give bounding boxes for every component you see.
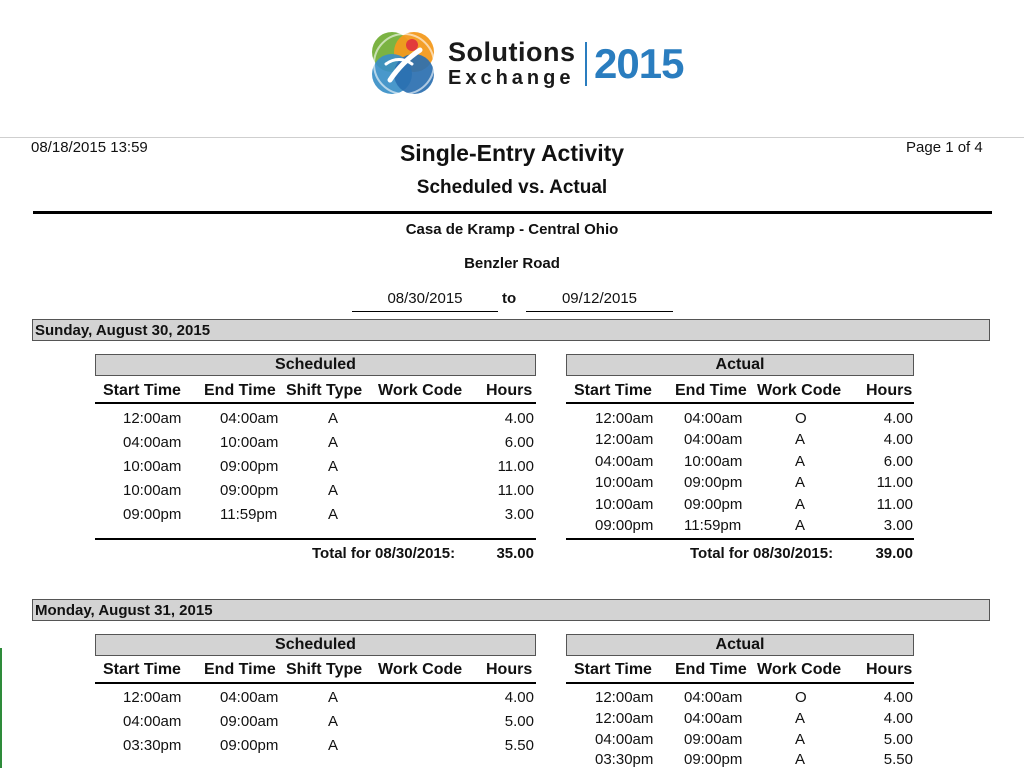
conference-banner — [0, 0, 1024, 137]
day-header: Monday, August 31, 2015 — [32, 599, 990, 621]
sched-shift: A — [328, 434, 339, 451]
sched-hours: 5.50 — [504, 737, 534, 754]
logo-subtitle: Exchange — [448, 67, 575, 89]
col-hours: Hours — [866, 382, 913, 399]
page-indicator: Page 1 of 4 — [906, 139, 983, 156]
sched-start: 12:00am — [123, 689, 182, 706]
column-rule — [566, 402, 914, 404]
col-hours: Hours — [486, 382, 533, 399]
actual-end: 09:00pm — [684, 496, 743, 513]
col-hours: Hours — [866, 661, 913, 678]
date-range-separator: to — [502, 290, 517, 307]
col-end-time: End Time — [675, 382, 747, 399]
col-shift-type: Shift Type — [286, 661, 363, 678]
sched-start: 04:00am — [123, 713, 182, 730]
sched-shift: A — [328, 482, 339, 499]
sched-start: 10:00am — [123, 482, 182, 499]
actual-section-header: Actual — [566, 634, 914, 656]
actual-end: 04:00am — [684, 689, 743, 706]
column-rule — [566, 682, 914, 684]
col-start-time: Start Time — [574, 661, 652, 678]
sched-end: 04:00am — [220, 410, 279, 427]
scheduled-section-header: Scheduled — [95, 634, 536, 656]
col-start-time: Start Time — [103, 661, 181, 678]
report-subtitle: Scheduled vs. Actual — [416, 177, 608, 198]
actual-work-code: A — [795, 474, 806, 491]
actual-hours: 5.50 — [883, 751, 913, 768]
actual-work-code: A — [795, 710, 806, 727]
col-start-time: Start Time — [103, 382, 181, 399]
actual-end: 11:59pm — [684, 517, 742, 534]
actual-end: 09:00pm — [684, 751, 743, 768]
sched-shift: A — [328, 713, 339, 730]
date-from-field: 08/30/2015 — [352, 290, 498, 312]
col-hours: Hours — [486, 661, 533, 678]
window-edge — [0, 648, 2, 768]
sched-start: 04:00am — [123, 434, 182, 451]
sched-hours: 11.00 — [497, 482, 534, 499]
actual-hours: 4.00 — [883, 689, 913, 706]
actual-total-value: 39.00 — [875, 545, 913, 562]
actual-end: 10:00am — [684, 453, 743, 470]
actual-hours: 4.00 — [883, 431, 913, 448]
location-name: Benzler Road — [464, 255, 560, 272]
logo-year: 2015 — [594, 40, 684, 87]
col-end-time: End Time — [204, 382, 276, 399]
sched-hours: 5.00 — [504, 713, 534, 730]
sched-hours: 6.00 — [504, 434, 534, 451]
sched-total-value: 35.00 — [496, 545, 534, 562]
actual-hours: 11.00 — [876, 474, 913, 491]
date-to-field: 09/12/2015 — [526, 290, 673, 312]
sched-end: 10:00am — [220, 434, 279, 451]
col-start-time: Start Time — [574, 382, 652, 399]
header-rule — [33, 211, 992, 214]
actual-start: 04:00am — [595, 731, 654, 748]
logo-divider — [585, 42, 587, 86]
actual-work-code: A — [795, 731, 806, 748]
actual-work-code: A — [795, 517, 806, 534]
total-rule — [566, 538, 914, 540]
actual-start: 10:00am — [595, 474, 654, 491]
sched-hours: 11.00 — [497, 458, 534, 475]
actual-total-label: Total for 08/30/2015: — [690, 545, 834, 562]
sched-end: 09:00pm — [220, 737, 279, 754]
day-header: Sunday, August 30, 2015 — [32, 319, 990, 341]
sched-end: 11:59pm — [220, 506, 278, 523]
sched-shift: A — [328, 506, 339, 523]
actual-start: 09:00pm — [595, 517, 654, 534]
organization-name: Casa de Kramp - Central Ohio — [405, 221, 619, 238]
col-end-time: End Time — [204, 661, 276, 678]
logo-globe-icon — [368, 28, 440, 100]
sched-hours: 3.00 — [504, 506, 534, 523]
sched-end: 09:00pm — [220, 458, 279, 475]
actual-start: 04:00am — [595, 453, 654, 470]
actual-work-code: A — [795, 496, 806, 513]
sched-hours: 4.00 — [504, 689, 534, 706]
actual-end: 04:00am — [684, 710, 743, 727]
actual-start: 03:30pm — [595, 751, 654, 768]
sched-shift: A — [328, 410, 339, 427]
sched-start: 12:00am — [123, 410, 182, 427]
col-work-code: Work Code — [757, 382, 842, 399]
actual-work-code: O — [795, 689, 807, 706]
actual-end: 04:00am — [684, 431, 743, 448]
actual-hours: 11.00 — [876, 496, 913, 513]
col-end-time: End Time — [675, 661, 747, 678]
actual-hours: 4.00 — [883, 710, 913, 727]
actual-work-code: A — [795, 453, 806, 470]
column-rule — [95, 402, 536, 404]
actual-work-code: O — [795, 410, 807, 427]
actual-end: 04:00am — [684, 410, 743, 427]
scheduled-section-header: Scheduled — [95, 354, 536, 376]
actual-hours: 4.00 — [883, 410, 913, 427]
actual-start: 12:00am — [595, 431, 654, 448]
sched-start: 10:00am — [123, 458, 182, 475]
sched-shift: A — [328, 458, 339, 475]
actual-start: 10:00am — [595, 496, 654, 513]
actual-work-code: A — [795, 431, 806, 448]
actual-work-code: A — [795, 751, 806, 768]
sched-end: 04:00am — [220, 689, 279, 706]
col-work-code: Work Code — [757, 661, 842, 678]
logo-title: Solutions — [448, 37, 576, 67]
sched-end: 09:00pm — [220, 482, 279, 499]
sched-start: 09:00pm — [123, 506, 182, 523]
sched-hours: 4.00 — [504, 410, 534, 427]
sched-start: 03:30pm — [123, 737, 182, 754]
actual-hours: 6.00 — [883, 453, 913, 470]
solutions-exchange-logo — [368, 28, 684, 100]
col-shift-type: Shift Type — [286, 382, 363, 399]
sched-total-label: Total for 08/30/2015: — [312, 545, 456, 562]
print-timestamp: 08/18/2015 13:59 — [31, 139, 148, 156]
sched-shift: A — [328, 689, 339, 706]
actual-end: 09:00pm — [684, 474, 743, 491]
sched-end: 09:00am — [220, 713, 279, 730]
actual-hours: 3.00 — [883, 517, 913, 534]
actual-end: 09:00am — [684, 731, 743, 748]
sched-shift: A — [328, 737, 339, 754]
actual-start: 12:00am — [595, 710, 654, 727]
actual-hours: 5.00 — [883, 731, 913, 748]
actual-start: 12:00am — [595, 410, 654, 427]
total-rule — [95, 538, 536, 540]
col-work-code: Work Code — [378, 382, 463, 399]
report-title: Single-Entry Activity — [399, 140, 625, 166]
actual-section-header: Actual — [566, 354, 914, 376]
column-rule — [95, 682, 536, 684]
actual-start: 12:00am — [595, 689, 654, 706]
col-work-code: Work Code — [378, 661, 463, 678]
